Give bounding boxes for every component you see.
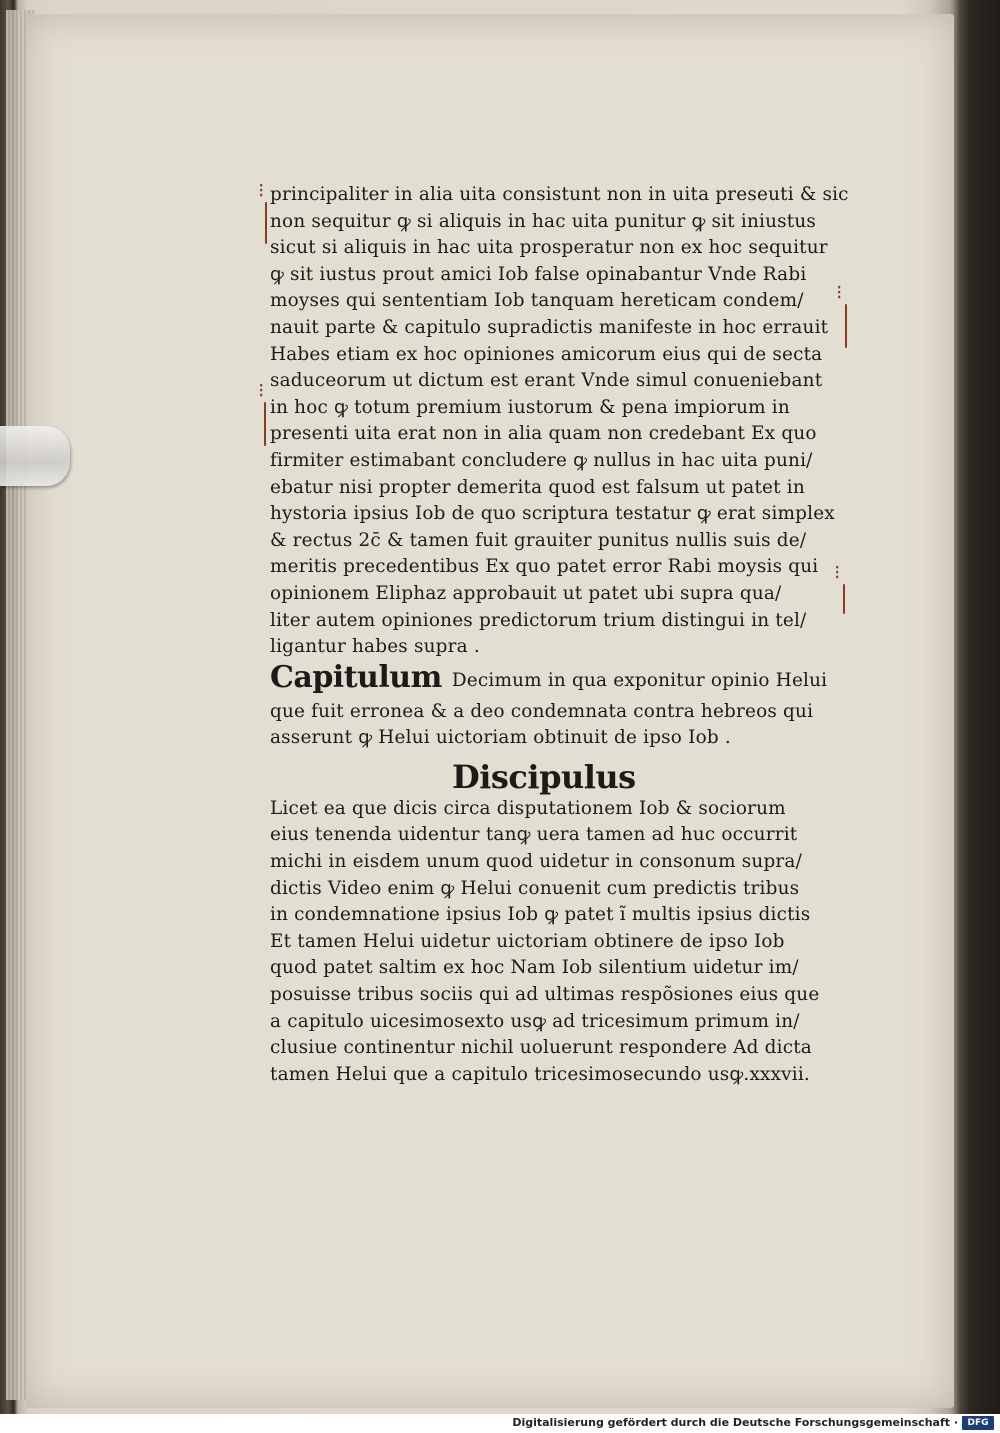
rubrication-mark: ⁝: [836, 280, 843, 304]
text-line: ebatur nisi propter demerita quod est falsum ut patet in: [270, 476, 805, 498]
rubrication-mark: ⁝: [258, 378, 265, 402]
text-line: hystoria ipsius Iob de quo scriptura testatur ꝙ erat simplex: [270, 503, 835, 525]
text-line: Licet ea que dicis circa disputationem Iob & sociorum: [270, 797, 786, 819]
main-text-block: [270, 182, 850, 1088]
text-line: firmiter estimabant concludere ꝙ nullus in hac uita puni/: [270, 449, 813, 471]
text-line: clusiue continentur nichil uoluerunt respondere Ad dicta: [270, 1037, 812, 1059]
text-line: presenti uita erat non in alia quam non credebant Ex quo: [270, 423, 817, 445]
text-line: sicut si aliquis in hac uita prosperatur non ex hoc sequitur: [270, 237, 828, 259]
speaker-heading: Discipulus: [452, 757, 636, 796]
text-line: moyses qui sententiam Iob tanquam hereticam condem/: [270, 290, 804, 312]
chapter-heading-word: Capitulum: [270, 659, 442, 695]
page-marker-tab: [0, 426, 70, 486]
chapter-heading-title: Decimum in qua exponitur opinio Helui: [451, 669, 828, 691]
text-line: in condemnatione ipsius Iob ꝙ patet ĩ multis ipsius dictis: [270, 904, 811, 926]
book-gutter-right: [954, 0, 1000, 1414]
paragraph-part1: [270, 182, 850, 661]
text-line: a capitulo uicesimosexto usꝙ ad tricesimum primum in/: [270, 1010, 800, 1032]
text-line: liter autem opiniones predictorum trium distingui in tel/: [270, 609, 807, 631]
text-line: ligantur habes supra .: [270, 636, 480, 658]
footer-credit: Digitalisierung gefördert durch die Deutsche Forschungsgemeinschaft ·: [512, 1416, 958, 1429]
chapter-heading-line: que fuit erronea & a deo condemnata contra hebreos qui: [270, 700, 814, 722]
text-line: non sequitur ꝙ si aliquis in hac uita punitur ꝙ sit iniustus: [270, 210, 817, 232]
text-line: michi in eisdem unum quod uidetur in consonum supra/: [270, 851, 802, 873]
text-line: meritis precedentibus Ex quo patet error Rabi moysis qui: [270, 556, 819, 578]
text-line: Habes etiam ex hoc opiniones amicorum eius qui de secta: [270, 343, 823, 365]
text-line: saduceorum ut dictum est erant Vnde simul conueniebant: [270, 370, 823, 392]
text-line: principaliter in alia uita consistunt non in uita preseuti & sic: [270, 184, 849, 205]
text-line: dictis Video enim ꝙ Helui conuenit cum predictis tribus: [270, 877, 800, 899]
text-line: tamen Helui que a capitulo tricesimosecundo usꝙ.xxxvii.: [270, 1063, 810, 1085]
chapter-heading-line: asserunt ꝙ Helui uictoriam obtinuit de ipso Iob .: [270, 727, 731, 749]
text-line: nauit parte & capitulo supradictis manifeste in hoc errauit: [270, 316, 829, 338]
text-line: eius tenenda uidentur tanꝙ uera tamen ad huc occurrit: [270, 824, 798, 846]
rubrication-stroke: [265, 202, 267, 244]
text-line: posuisse tribus sociis qui ad ultimas respõsiones eius que: [270, 984, 820, 1006]
text-line: ꝙ sit iustus prout amici Iob false opinabantur Vnde Rabi: [270, 263, 807, 285]
text-line: & rectus 2c̄ & tamen fuit grauiter punitus nullis suis de/: [270, 529, 807, 551]
rubrication-stroke: [264, 402, 266, 446]
rubrication-mark: ⁝: [834, 560, 841, 584]
footer-bar: [0, 1414, 1000, 1433]
paragraph-part2: [270, 796, 850, 1089]
rubrication-mark: ⁝: [258, 178, 265, 202]
text-line: Et tamen Helui uidetur uictoriam obtinere de ipso Iob: [270, 930, 785, 952]
dfg-logo: DFG: [962, 1416, 994, 1430]
text-line: quod patet saltim ex hoc Nam Iob silentium uidetur im/: [270, 957, 799, 979]
chapter-heading-row: [270, 659, 850, 699]
text-line: in hoc ꝙ totum premium iustorum & pena impiorum in: [270, 396, 790, 418]
text-line: opinionem Eliphaz approbauit ut patet ubi supra qua/: [270, 582, 782, 604]
